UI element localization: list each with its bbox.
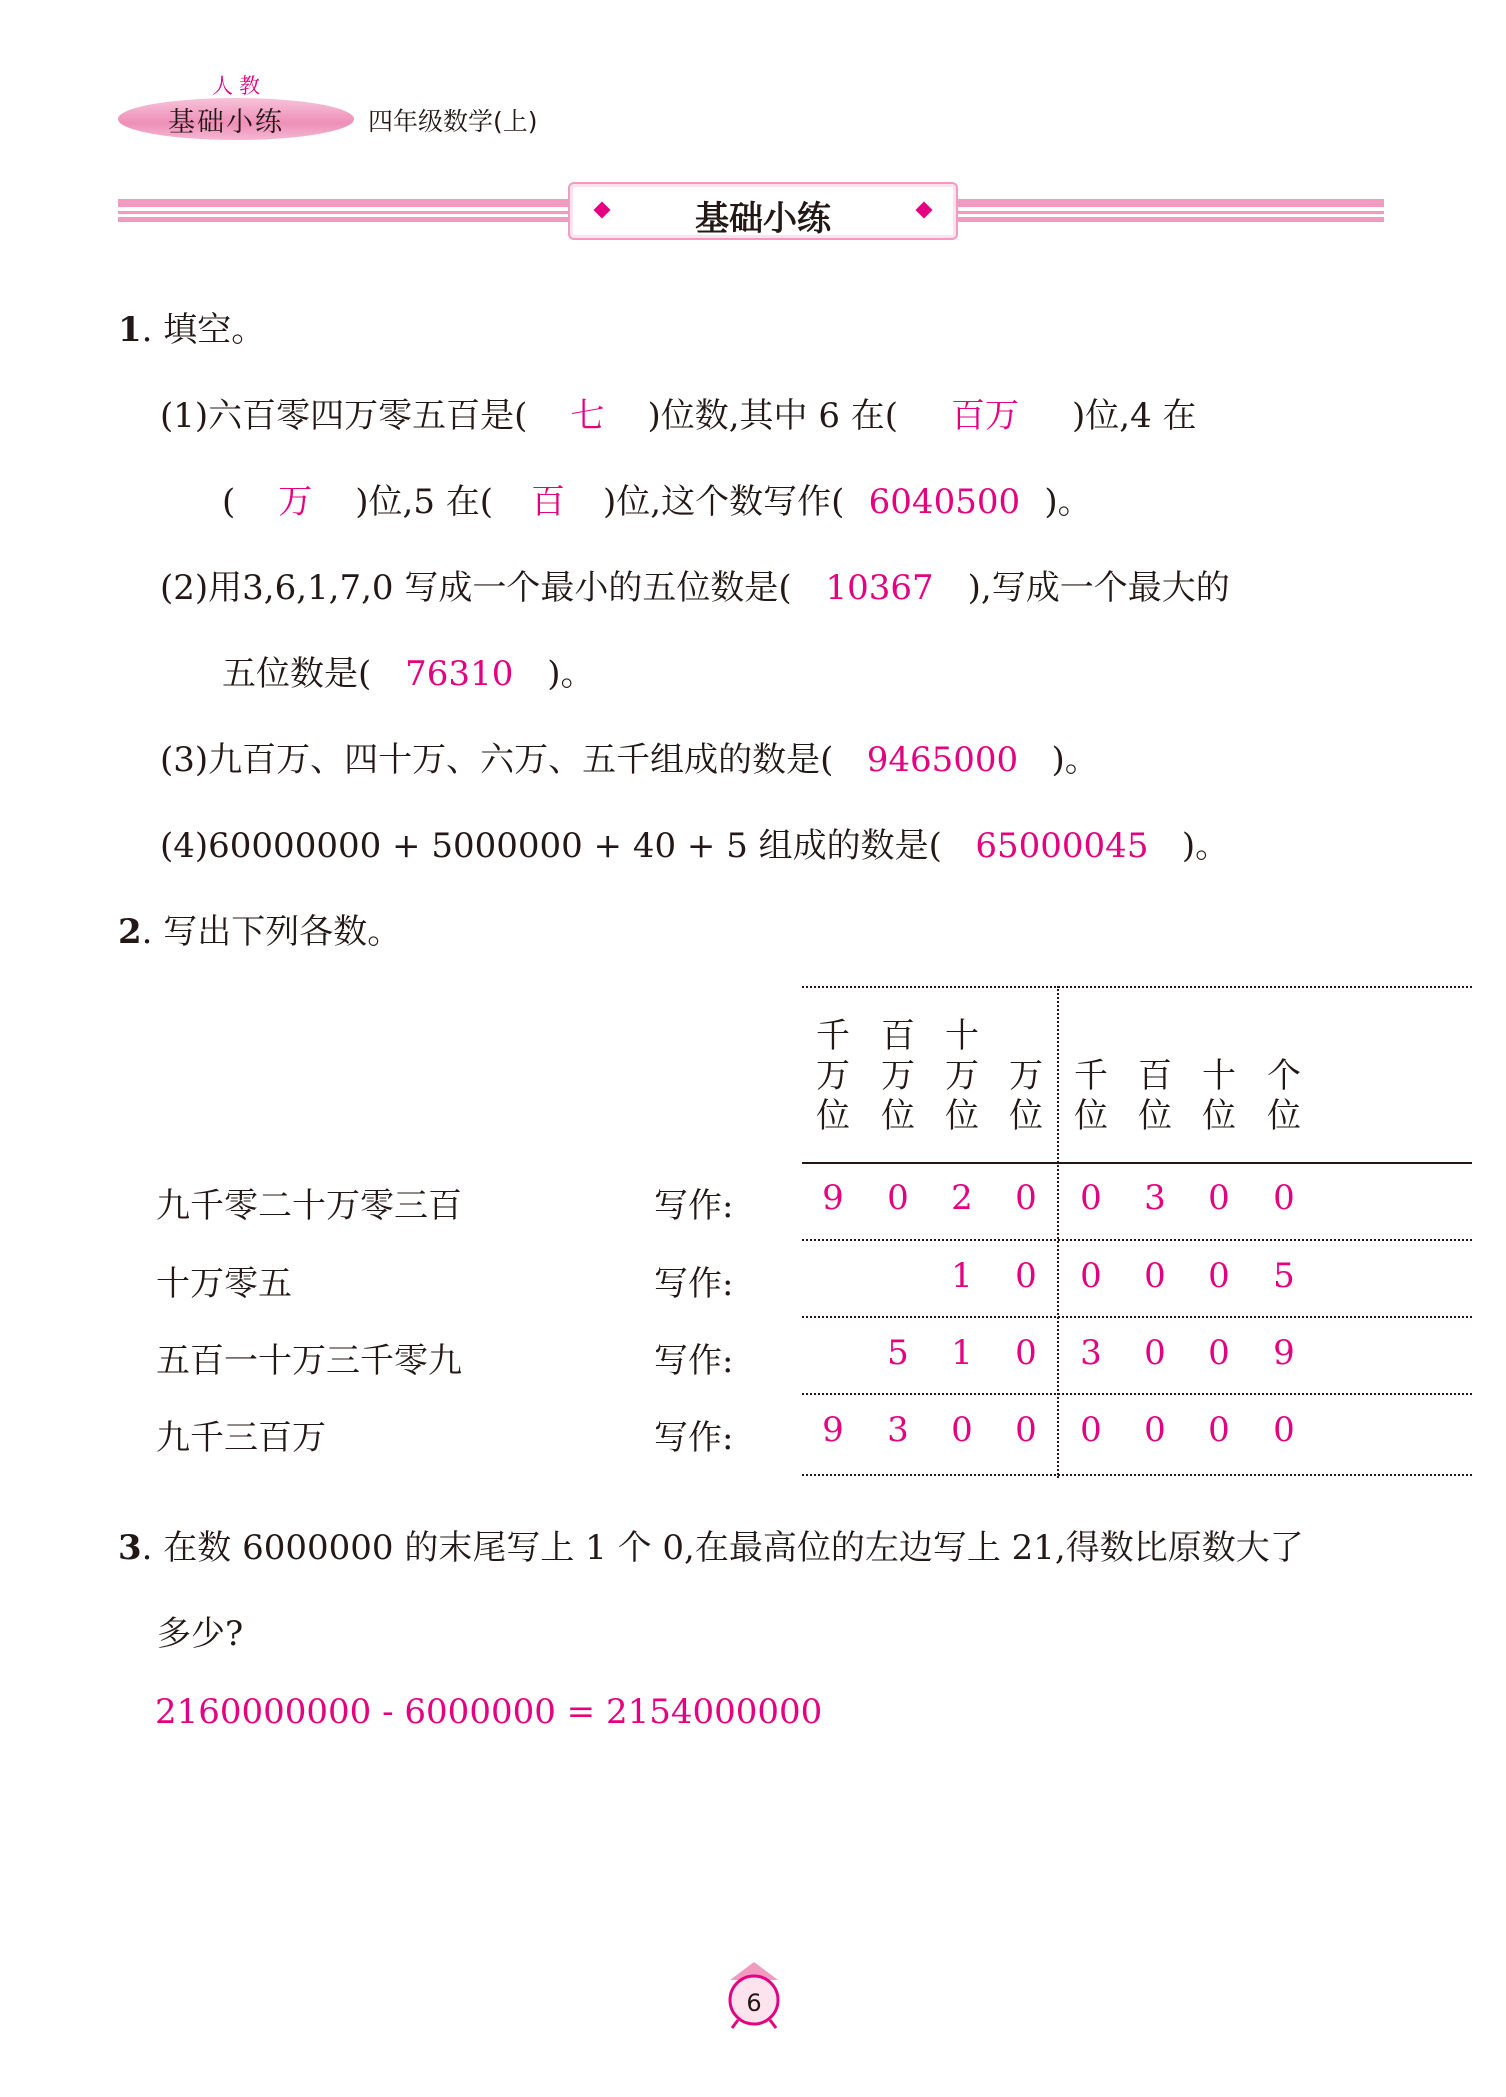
place-header: 十位 <box>1202 1056 1236 1136</box>
digit-cell: 0 <box>1015 1333 1037 1373</box>
answer-blank: 10367 <box>825 568 934 608</box>
q1-p1-text-d: ( <box>222 482 236 522</box>
q1-p2-line2 <box>222 646 595 695</box>
q1-p1-line1 <box>160 388 1197 437</box>
section-title-box <box>568 182 958 240</box>
digit-cell: 0 <box>1015 1256 1037 1296</box>
row-label: 十万零五 <box>156 1264 292 1304</box>
q2-title: . 写出下列各数。 <box>141 912 402 952</box>
digit-cell: 9 <box>822 1410 844 1450</box>
q1-p3-text-b: )。 <box>1051 740 1099 780</box>
row-label: 九千零二十万零三百 <box>156 1186 462 1226</box>
answer-blank: 七 <box>570 396 605 436</box>
q1-p2-text-a: (2)用3,6,1,7,0 写成一个最小的五位数是( <box>160 568 792 608</box>
place-value-table <box>150 986 1330 1478</box>
section-title: 基础小练 <box>695 199 831 239</box>
place-header: 十万位 <box>945 1016 979 1136</box>
digit-cell: 0 <box>1144 1256 1166 1296</box>
digit-cell: 0 <box>1015 1410 1037 1450</box>
q3-text: . 在数 6000000 的末尾写上 1 个 0,在最高位的左边写上 21,得数比原数大了 <box>141 1528 1304 1568</box>
table-rule <box>802 1393 1472 1395</box>
digit-cell: 1 <box>951 1333 973 1373</box>
digit-cell: 2 <box>951 1178 973 1218</box>
digit-cell: 3 <box>887 1410 909 1450</box>
series-title: 基础小练 <box>168 107 284 138</box>
q1-p4-text-b: )。 <box>1181 826 1230 866</box>
table-rule <box>802 1239 1472 1241</box>
place-header: 千位 <box>1074 1056 1108 1136</box>
digit-cell: 3 <box>1144 1178 1166 1218</box>
q1-p3-text-a: (3)九百万、四十万、六万、五千组成的数是( <box>160 740 834 780</box>
digit-cell: 5 <box>887 1333 909 1373</box>
digit-cell: 0 <box>1080 1410 1102 1450</box>
digit-cell: 0 <box>1080 1178 1102 1218</box>
q1-title: . 填空。 <box>141 310 266 350</box>
answer-blank: 6040500 <box>868 482 1021 522</box>
table-divider <box>1057 986 1059 1478</box>
digit-cell: 0 <box>1144 1333 1166 1373</box>
q1-p2-text-d: )。 <box>547 654 595 694</box>
q1-heading <box>118 302 265 351</box>
write-label: 写作: <box>654 1186 734 1226</box>
q3-answer: 2160000000 - 6000000 = 2154000000 <box>155 1692 823 1732</box>
q1-p1-text-f: )位,这个数写作( <box>603 482 845 522</box>
digit-cell: 0 <box>1273 1410 1295 1450</box>
q1-p2-text-b: ),写成一个最大的 <box>967 568 1230 608</box>
write-label: 写作: <box>654 1418 734 1458</box>
q1-p1-text-g: )。 <box>1044 482 1092 522</box>
digit-cell: 5 <box>1273 1256 1295 1296</box>
q1-p3-line <box>160 732 1099 781</box>
answer-blank: 9465000 <box>866 740 1019 780</box>
q1-p4-line <box>160 818 1229 867</box>
digit-cell: 0 <box>1208 1333 1230 1373</box>
place-header: 个位 <box>1267 1056 1301 1136</box>
q1-p4-text-a: (4)60000000 + 5000000 + 40 + 5 组成的数是( <box>160 826 942 866</box>
grade-label: 四年级数学(上) <box>368 107 538 136</box>
q1-p2-line1 <box>160 560 1230 609</box>
answer-blank: 65000045 <box>975 826 1149 866</box>
q1-p1-text-e: )位,5 在( <box>355 482 494 522</box>
table-rule <box>802 1474 1472 1476</box>
table-rule <box>802 1316 1472 1318</box>
q3-line2: 多少? <box>157 1614 244 1654</box>
digit-cell: 9 <box>822 1178 844 1218</box>
row-label: 五百一十万三千零九 <box>156 1341 462 1381</box>
digit-cell: 1 <box>951 1256 973 1296</box>
table-rule <box>802 1162 1472 1164</box>
answer-blank: 76310 <box>405 654 514 694</box>
table-rule <box>802 986 1472 988</box>
q1-number: 1 <box>118 310 142 350</box>
q2-heading <box>118 904 401 953</box>
digit-cell: 0 <box>1208 1256 1230 1296</box>
q1-p1-text-a: (1)六百零四万零五百是( <box>160 396 528 436</box>
write-label: 写作: <box>654 1264 734 1304</box>
q1-p1-text-c: )位,4 在 <box>1072 396 1197 436</box>
publisher-label: 人教 <box>212 74 266 98</box>
digit-cell: 0 <box>887 1178 909 1218</box>
digit-cell: 0 <box>951 1410 973 1450</box>
answer-blank: 百万 <box>951 396 1020 436</box>
digit-cell: 0 <box>1144 1410 1166 1450</box>
digit-cell: 3 <box>1080 1333 1102 1373</box>
page-number: 6 <box>746 1989 762 2017</box>
q3-number: 3 <box>118 1528 142 1568</box>
q2-number: 2 <box>118 912 142 952</box>
write-label: 写作: <box>654 1341 734 1381</box>
place-header: 千万位 <box>816 1016 850 1136</box>
q1-p1-line2 <box>222 474 1092 523</box>
place-header: 百位 <box>1138 1056 1172 1136</box>
digit-cell: 0 <box>1208 1178 1230 1218</box>
row-label: 九千三百万 <box>156 1418 326 1458</box>
q3-line1 <box>118 1520 1304 1569</box>
digit-cell: 0 <box>1015 1178 1037 1218</box>
digit-cell: 9 <box>1273 1333 1295 1373</box>
place-header: 百万位 <box>881 1016 915 1136</box>
q1-p1-text-b: )位数,其中 6 在( <box>647 396 899 436</box>
digit-cell: 0 <box>1208 1410 1230 1450</box>
q1-p2-text-c: 五位数是( <box>222 654 372 694</box>
place-header: 万位 <box>1009 1056 1043 1136</box>
digit-cell: 0 <box>1273 1178 1295 1218</box>
digit-cell: 0 <box>1080 1256 1102 1296</box>
answer-blank: 万 <box>278 482 313 522</box>
answer-blank: 百 <box>531 482 566 522</box>
